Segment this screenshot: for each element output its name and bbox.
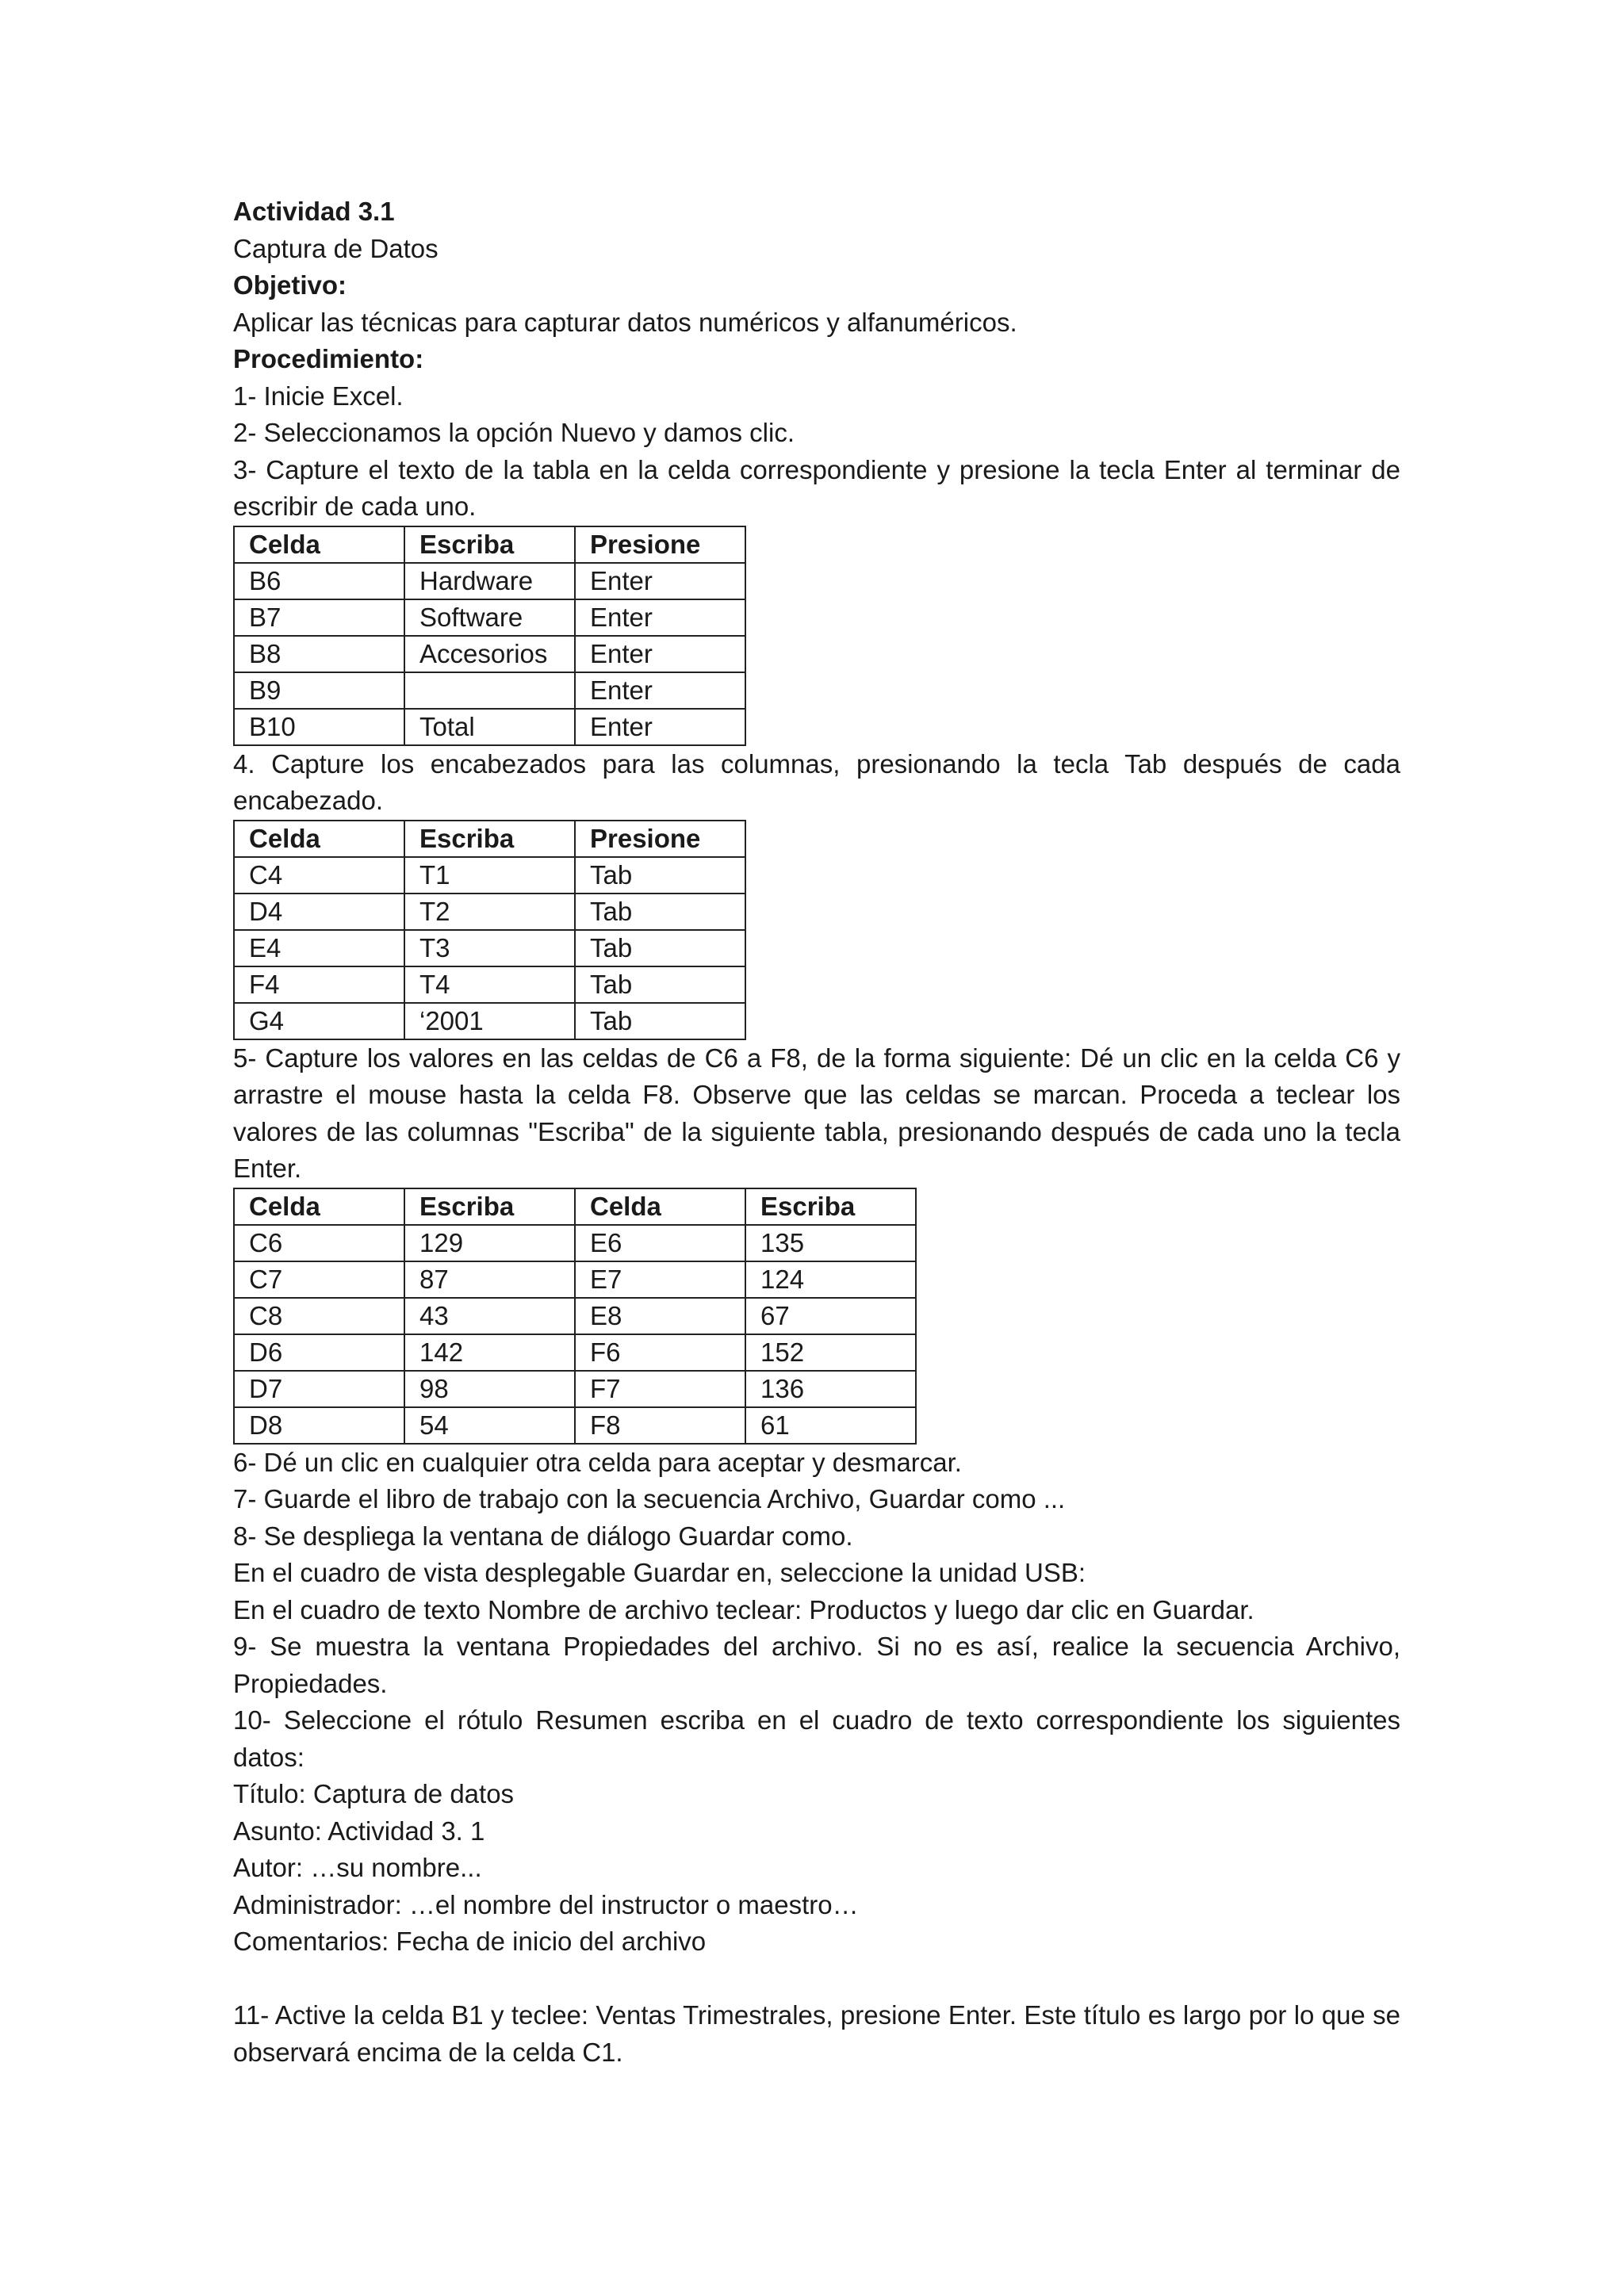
table-header-cell: Escriba bbox=[745, 1188, 916, 1225]
table-cell: E8 bbox=[575, 1298, 745, 1334]
table-cell: 129 bbox=[404, 1225, 575, 1261]
table-header-row bbox=[234, 1188, 916, 1225]
table-cell: Enter bbox=[575, 636, 745, 672]
table-cell: Tab bbox=[575, 894, 745, 930]
table-cell: B10 bbox=[234, 709, 404, 745]
table-row bbox=[234, 894, 745, 930]
table-header-cell: Presione bbox=[575, 526, 745, 563]
table-cell: 136 bbox=[745, 1371, 916, 1407]
table-row bbox=[234, 709, 745, 745]
step-10: 10- Seleccione el rótulo Resumen escriba en el cuadro de texto correspondiente los siguientes datos: bbox=[233, 1705, 1400, 1772]
table-row bbox=[234, 599, 745, 636]
table-row bbox=[234, 857, 745, 894]
table-values bbox=[233, 1188, 917, 1445]
table-cell: 124 bbox=[745, 1261, 916, 1298]
table-cell: Tab bbox=[575, 1003, 745, 1039]
objective-text: Aplicar las técnicas para capturar datos numéricos y alfanuméricos. bbox=[233, 307, 1017, 337]
table-cell: Tab bbox=[575, 857, 745, 894]
document-page bbox=[233, 193, 1400, 2071]
table-header-cell: Escriba bbox=[404, 526, 575, 563]
table-row bbox=[234, 1371, 916, 1407]
summary-subject: Asunto: Actividad 3. 1 bbox=[233, 1816, 485, 1846]
table-cell: T3 bbox=[404, 930, 575, 966]
table-cell: D7 bbox=[234, 1371, 404, 1407]
table-cell: Accesorios bbox=[404, 636, 575, 672]
table-cell: Software bbox=[404, 599, 575, 636]
step-2: 2- Seleccionamos la opción Nuevo y damos clic. bbox=[233, 418, 795, 447]
step-8-detail-filename: En el cuadro de texto Nombre de archivo teclear: Productos y luego dar clic en Guardar. bbox=[233, 1594, 1254, 1624]
table-cell: G4 bbox=[234, 1003, 404, 1039]
summary-author: Autor: …su nombre... bbox=[233, 1853, 482, 1882]
table-cell: F7 bbox=[575, 1371, 745, 1407]
table-cell: 67 bbox=[745, 1298, 916, 1334]
table-cell: C4 bbox=[234, 857, 404, 894]
table-header-cell: Celda bbox=[234, 526, 404, 563]
table-cell: B8 bbox=[234, 636, 404, 672]
table-column-headers bbox=[233, 820, 746, 1040]
table-cell: Tab bbox=[575, 930, 745, 966]
table-header-cell: Escriba bbox=[404, 821, 575, 857]
table-cell: C8 bbox=[234, 1298, 404, 1334]
summary-manager: Administrador: …el nombre del instructor o maestro… bbox=[233, 1889, 859, 1919]
table-cells-text bbox=[233, 526, 746, 746]
table-cell: E4 bbox=[234, 930, 404, 966]
table-cell: B6 bbox=[234, 563, 404, 599]
table-cell: F6 bbox=[575, 1334, 745, 1371]
paragraph-gap bbox=[233, 1961, 1400, 1998]
table-cell: 135 bbox=[745, 1225, 916, 1261]
table-cell: ‘2001 bbox=[404, 1003, 575, 1039]
table-row bbox=[234, 1334, 916, 1371]
table-row bbox=[234, 930, 745, 966]
table-row bbox=[234, 636, 745, 672]
table-cell bbox=[404, 672, 575, 709]
table-cell: Enter bbox=[575, 672, 745, 709]
table-cell: 152 bbox=[745, 1334, 916, 1371]
table-cell: 54 bbox=[404, 1407, 575, 1444]
table-cell: T1 bbox=[404, 857, 575, 894]
table-cell: 142 bbox=[404, 1334, 575, 1371]
step-5: 5- Capture los valores en las celdas de C6 a F8, de la forma siguiente: Dé un clic en la celda C6 y arrastre el mouse hasta la celda F8. Observe que las celdas se marcan. Proceda a teclear los valores de las columnas "Escriba" de la siguiente tabla, presionando después de cada uno la tecla Enter. bbox=[233, 1043, 1400, 1183]
table-row bbox=[234, 563, 745, 599]
table-cell: Total bbox=[404, 709, 575, 745]
table-cell: E7 bbox=[575, 1261, 745, 1298]
step-8: 8- Se despliega la ventana de diálogo Guardar como. bbox=[233, 1521, 853, 1551]
step-6: 6- Dé un clic en cualquier otra celda para aceptar y desmarcar. bbox=[233, 1447, 962, 1477]
step-1: 1- Inicie Excel. bbox=[233, 381, 404, 411]
table-cell: 61 bbox=[745, 1407, 916, 1444]
table-cell: F4 bbox=[234, 966, 404, 1003]
table-cell: T4 bbox=[404, 966, 575, 1003]
table-cell: B9 bbox=[234, 672, 404, 709]
table-cell: Enter bbox=[575, 563, 745, 599]
procedure-label: Procedimiento: bbox=[233, 344, 424, 373]
table-cell: T2 bbox=[404, 894, 575, 930]
table-cell: E6 bbox=[575, 1225, 745, 1261]
table-cell: C6 bbox=[234, 1225, 404, 1261]
table-cell: C7 bbox=[234, 1261, 404, 1298]
table-row bbox=[234, 672, 745, 709]
table-row bbox=[234, 1261, 916, 1298]
table-cell: Enter bbox=[575, 709, 745, 745]
table-cell: D8 bbox=[234, 1407, 404, 1444]
activity-subtitle: Captura de Datos bbox=[233, 233, 439, 263]
table-header-cell: Presione bbox=[575, 821, 745, 857]
table-cell: 43 bbox=[404, 1298, 575, 1334]
step-9: 9- Se muestra la ventana Propiedades del archivo. Si no es así, realice la secuencia Archivo, Propiedades. bbox=[233, 1632, 1400, 1698]
table-row bbox=[234, 1003, 745, 1039]
table-cell: 98 bbox=[404, 1371, 575, 1407]
table-row bbox=[234, 1225, 916, 1261]
table-cell: D4 bbox=[234, 894, 404, 930]
table-cell: Enter bbox=[575, 599, 745, 636]
table-header-row bbox=[234, 526, 745, 563]
step-4: 4. Capture los encabezados para las columnas, presionando la tecla Tab después de cada encabezado. bbox=[233, 748, 1400, 815]
table-header-cell: Escriba bbox=[404, 1188, 575, 1225]
summary-title: Título: Captura de datos bbox=[233, 1779, 515, 1808]
table-header-cell: Celda bbox=[234, 821, 404, 857]
table-header-cell: Celda bbox=[234, 1188, 404, 1225]
step-3: 3- Capture el texto de la tabla en la celda correspondiente y presione la tecla Enter al terminar de escribir de cada uno. bbox=[233, 454, 1400, 521]
table-header-row bbox=[234, 821, 745, 857]
table-row bbox=[234, 1298, 916, 1334]
objective-label: Objetivo: bbox=[233, 270, 347, 300]
table-row bbox=[234, 1407, 916, 1444]
step-8-detail-save-in: En el cuadro de vista desplegable Guardar en, seleccione la unidad USB: bbox=[233, 1558, 1086, 1587]
summary-comments: Comentarios: Fecha de inicio del archivo bbox=[233, 1927, 707, 1956]
table-cell: Tab bbox=[575, 966, 745, 1003]
table-cell: D6 bbox=[234, 1334, 404, 1371]
table-header-cell: Celda bbox=[575, 1188, 745, 1225]
table-cell: Hardware bbox=[404, 563, 575, 599]
step-7: 7- Guarde el libro de trabajo con la secuencia Archivo, Guardar como ... bbox=[233, 1484, 1066, 1513]
table-cell: 87 bbox=[404, 1261, 575, 1298]
table-row bbox=[234, 966, 745, 1003]
step-11: 11- Active la celda B1 y teclee: Ventas Trimestrales, presione Enter. Este título es largo por lo que se observará encima de la celda C1. bbox=[233, 2000, 1400, 2067]
table-cell: B7 bbox=[234, 599, 404, 636]
activity-title: Actividad 3.1 bbox=[233, 197, 395, 226]
table-cell: F8 bbox=[575, 1407, 745, 1444]
